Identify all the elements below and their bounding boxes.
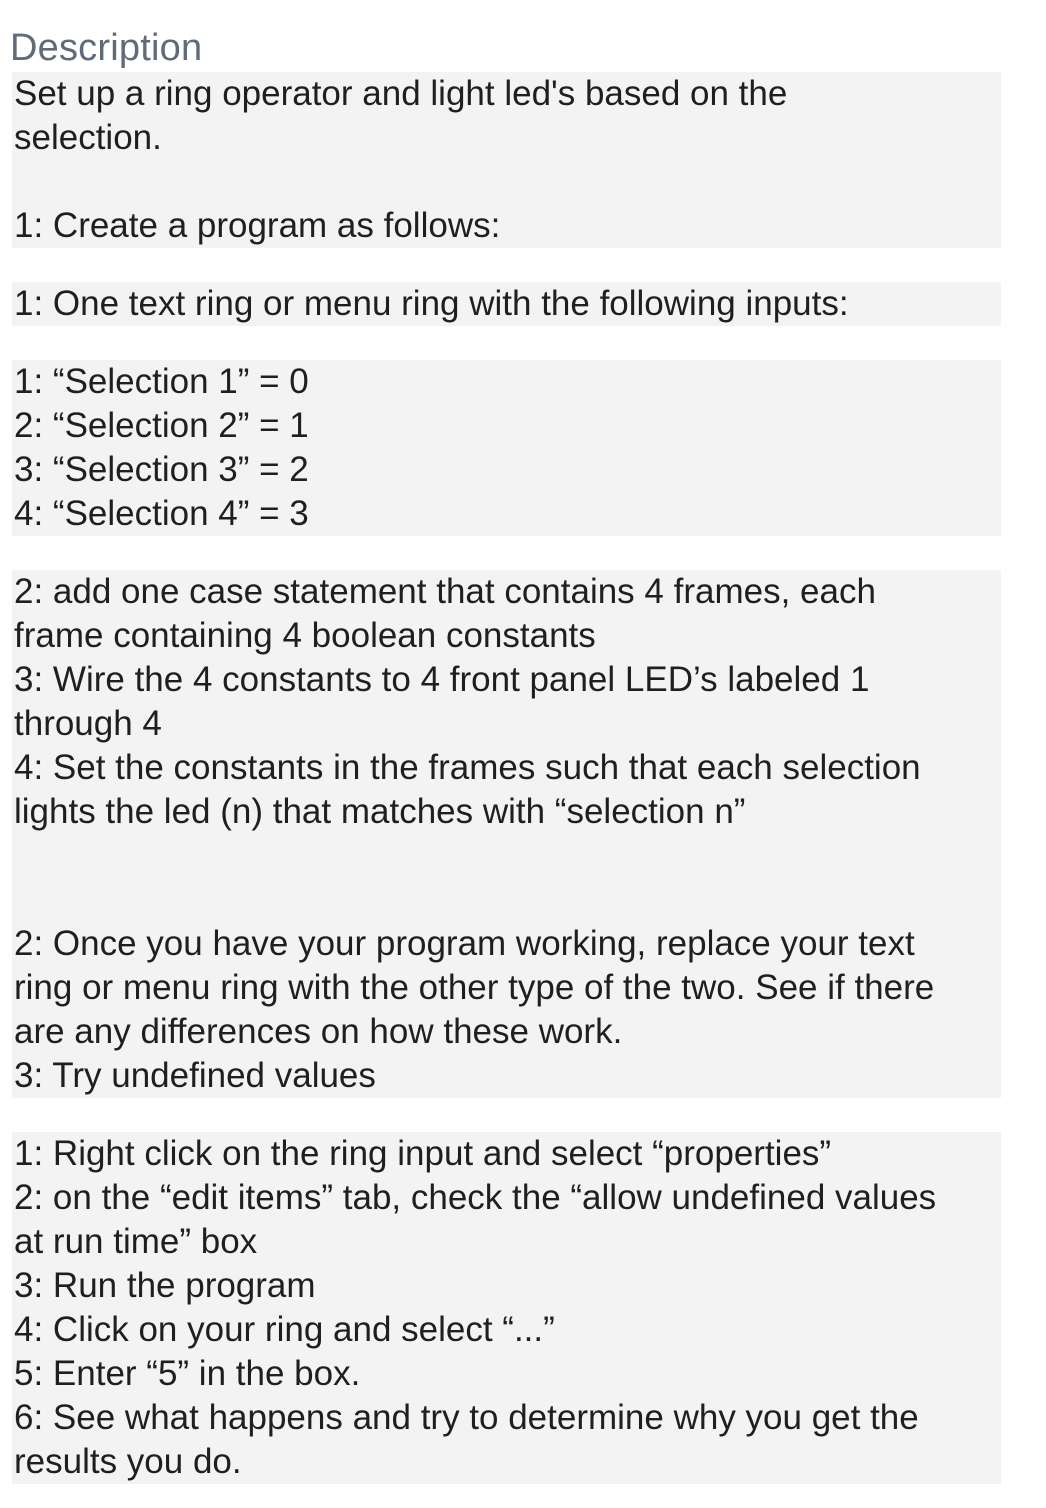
text-line: ring or menu ring with the other type of the two. See if there <box>14 968 935 1007</box>
text-line: through 4 <box>14 704 162 743</box>
blank-line <box>14 834 1001 878</box>
list-item: results you do. <box>14 1442 242 1481</box>
text-line: lights the led (n) that matches with “selection n” <box>14 792 746 831</box>
list-item: 1: Right click on the ring input and select “properties” <box>14 1134 832 1173</box>
instructions-block <box>12 570 1001 1098</box>
intro-block <box>12 72 1001 248</box>
text-line: 3: Wire the 4 constants to 4 front panel LED’s labeled 1 <box>14 660 870 699</box>
text-line: 1: One text ring or menu ring with the following inputs: <box>14 284 849 323</box>
list-item: at run time” box <box>14 1222 258 1261</box>
undefined-values-block <box>12 1132 1001 1484</box>
text-line: frame containing 4 boolean constants <box>14 616 596 655</box>
list-item: 2: on the “edit items” tab, check the “allow undefined values <box>14 1178 937 1217</box>
list-item: 3: Run the program <box>14 1266 316 1305</box>
list-item: 4: Click on your ring and select “...” <box>14 1310 555 1349</box>
text-line: 1: Create a program as follows: <box>14 206 501 245</box>
list-item: 1: “Selection 1” = 0 <box>14 362 309 401</box>
text-line: 3: Try undefined values <box>14 1056 376 1095</box>
description-heading: Description <box>10 27 203 69</box>
text-line: 2: Once you have your program working, replace your text <box>14 924 915 963</box>
list-item: 5: Enter “5” in the box. <box>14 1354 361 1393</box>
blank-line <box>14 160 1001 204</box>
list-item: 4: “Selection 4” = 3 <box>14 494 309 533</box>
text-line: Set up a ring operator and light led's based on the <box>14 74 788 113</box>
text-line: selection. <box>14 118 162 157</box>
text-line: 4: Set the constants in the frames such that each selection <box>14 748 921 787</box>
text-line: 2: add one case statement that contains 4 frames, each <box>14 572 876 611</box>
ring-inputs-block <box>12 282 1001 326</box>
list-item: 6: See what happens and try to determine why you get the <box>14 1398 919 1437</box>
list-item: 2: “Selection 2” = 1 <box>14 406 309 445</box>
blank-line <box>14 878 1001 922</box>
selections-block <box>12 360 1001 536</box>
list-item: 3: “Selection 3” = 2 <box>14 450 309 489</box>
text-line: are any differences on how these work. <box>14 1012 623 1051</box>
